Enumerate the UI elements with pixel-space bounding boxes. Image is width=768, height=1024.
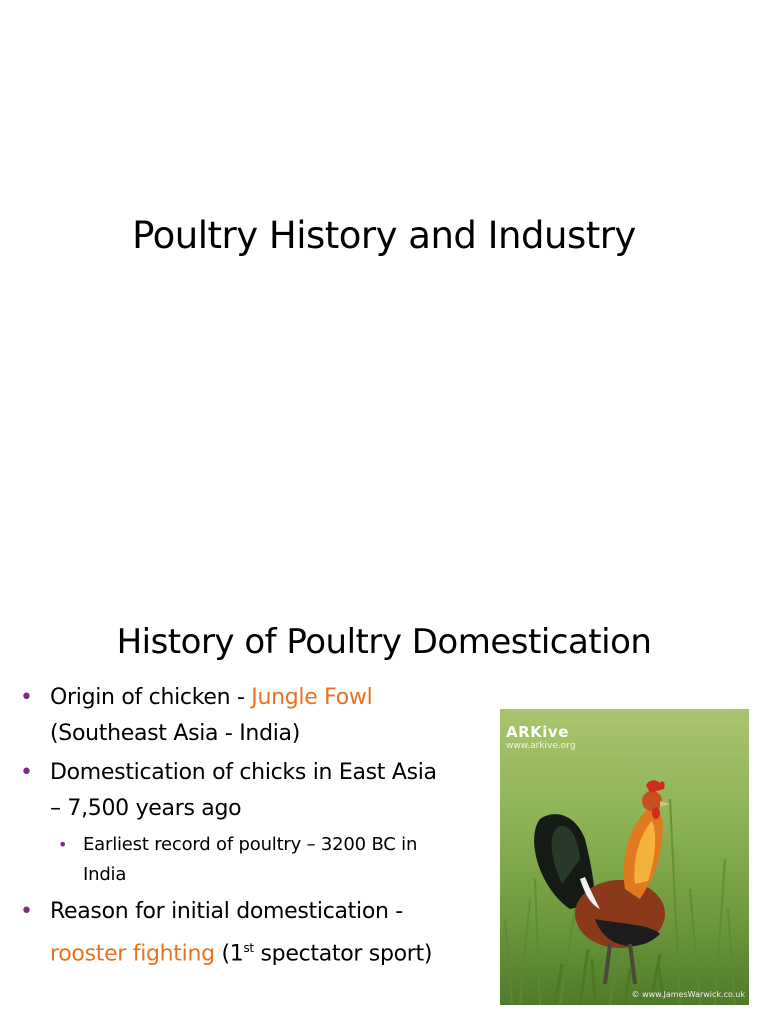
bullet-accent: Jungle Fowl [251,685,373,710]
arkive-url: www.arkive.org [506,741,576,751]
bullet-reason [20,894,490,972]
bullet-marker: • [20,899,33,924]
bullet-origin [20,680,490,752]
bullet-text-line2: (Southeast Asia - India) [50,721,301,746]
slide1-title: Poultry History and Industry [132,214,636,257]
bullet-list [20,680,490,975]
bullet-marker: • [58,835,68,854]
bullet-text: Reason for initial domestication - [50,899,403,924]
bullet-text-line2: – 7,500 years ago [50,796,242,821]
rooster-photo [500,709,749,1005]
bullet-text: Domestication of chicks in East Asia [50,760,437,785]
bullet-text-line2: India [83,864,127,885]
bullet-text: Earliest record of poultry – 3200 BC in [83,834,418,855]
superscript: st [243,941,254,955]
bullet-accent: rooster fighting [50,941,215,967]
slide-domestication [0,576,768,1024]
subbullet-earliest-record [20,830,490,890]
bullet-marker: • [20,685,33,710]
bullet-text-tail: spectator sport) [253,941,433,967]
slide2-title: History of Poultry Domestication [116,622,652,662]
bullet-text: Origin of chicken - [50,685,252,710]
bullet-domestication-east-asia [20,755,490,827]
arkive-logo: ARKive [506,723,569,741]
photo-credit: © www.JamesWarwick.co.uk [631,990,745,999]
rooster-illustration [500,709,749,1005]
bullet-marker: • [20,760,33,785]
bullet-text-after: (1 [214,941,244,967]
